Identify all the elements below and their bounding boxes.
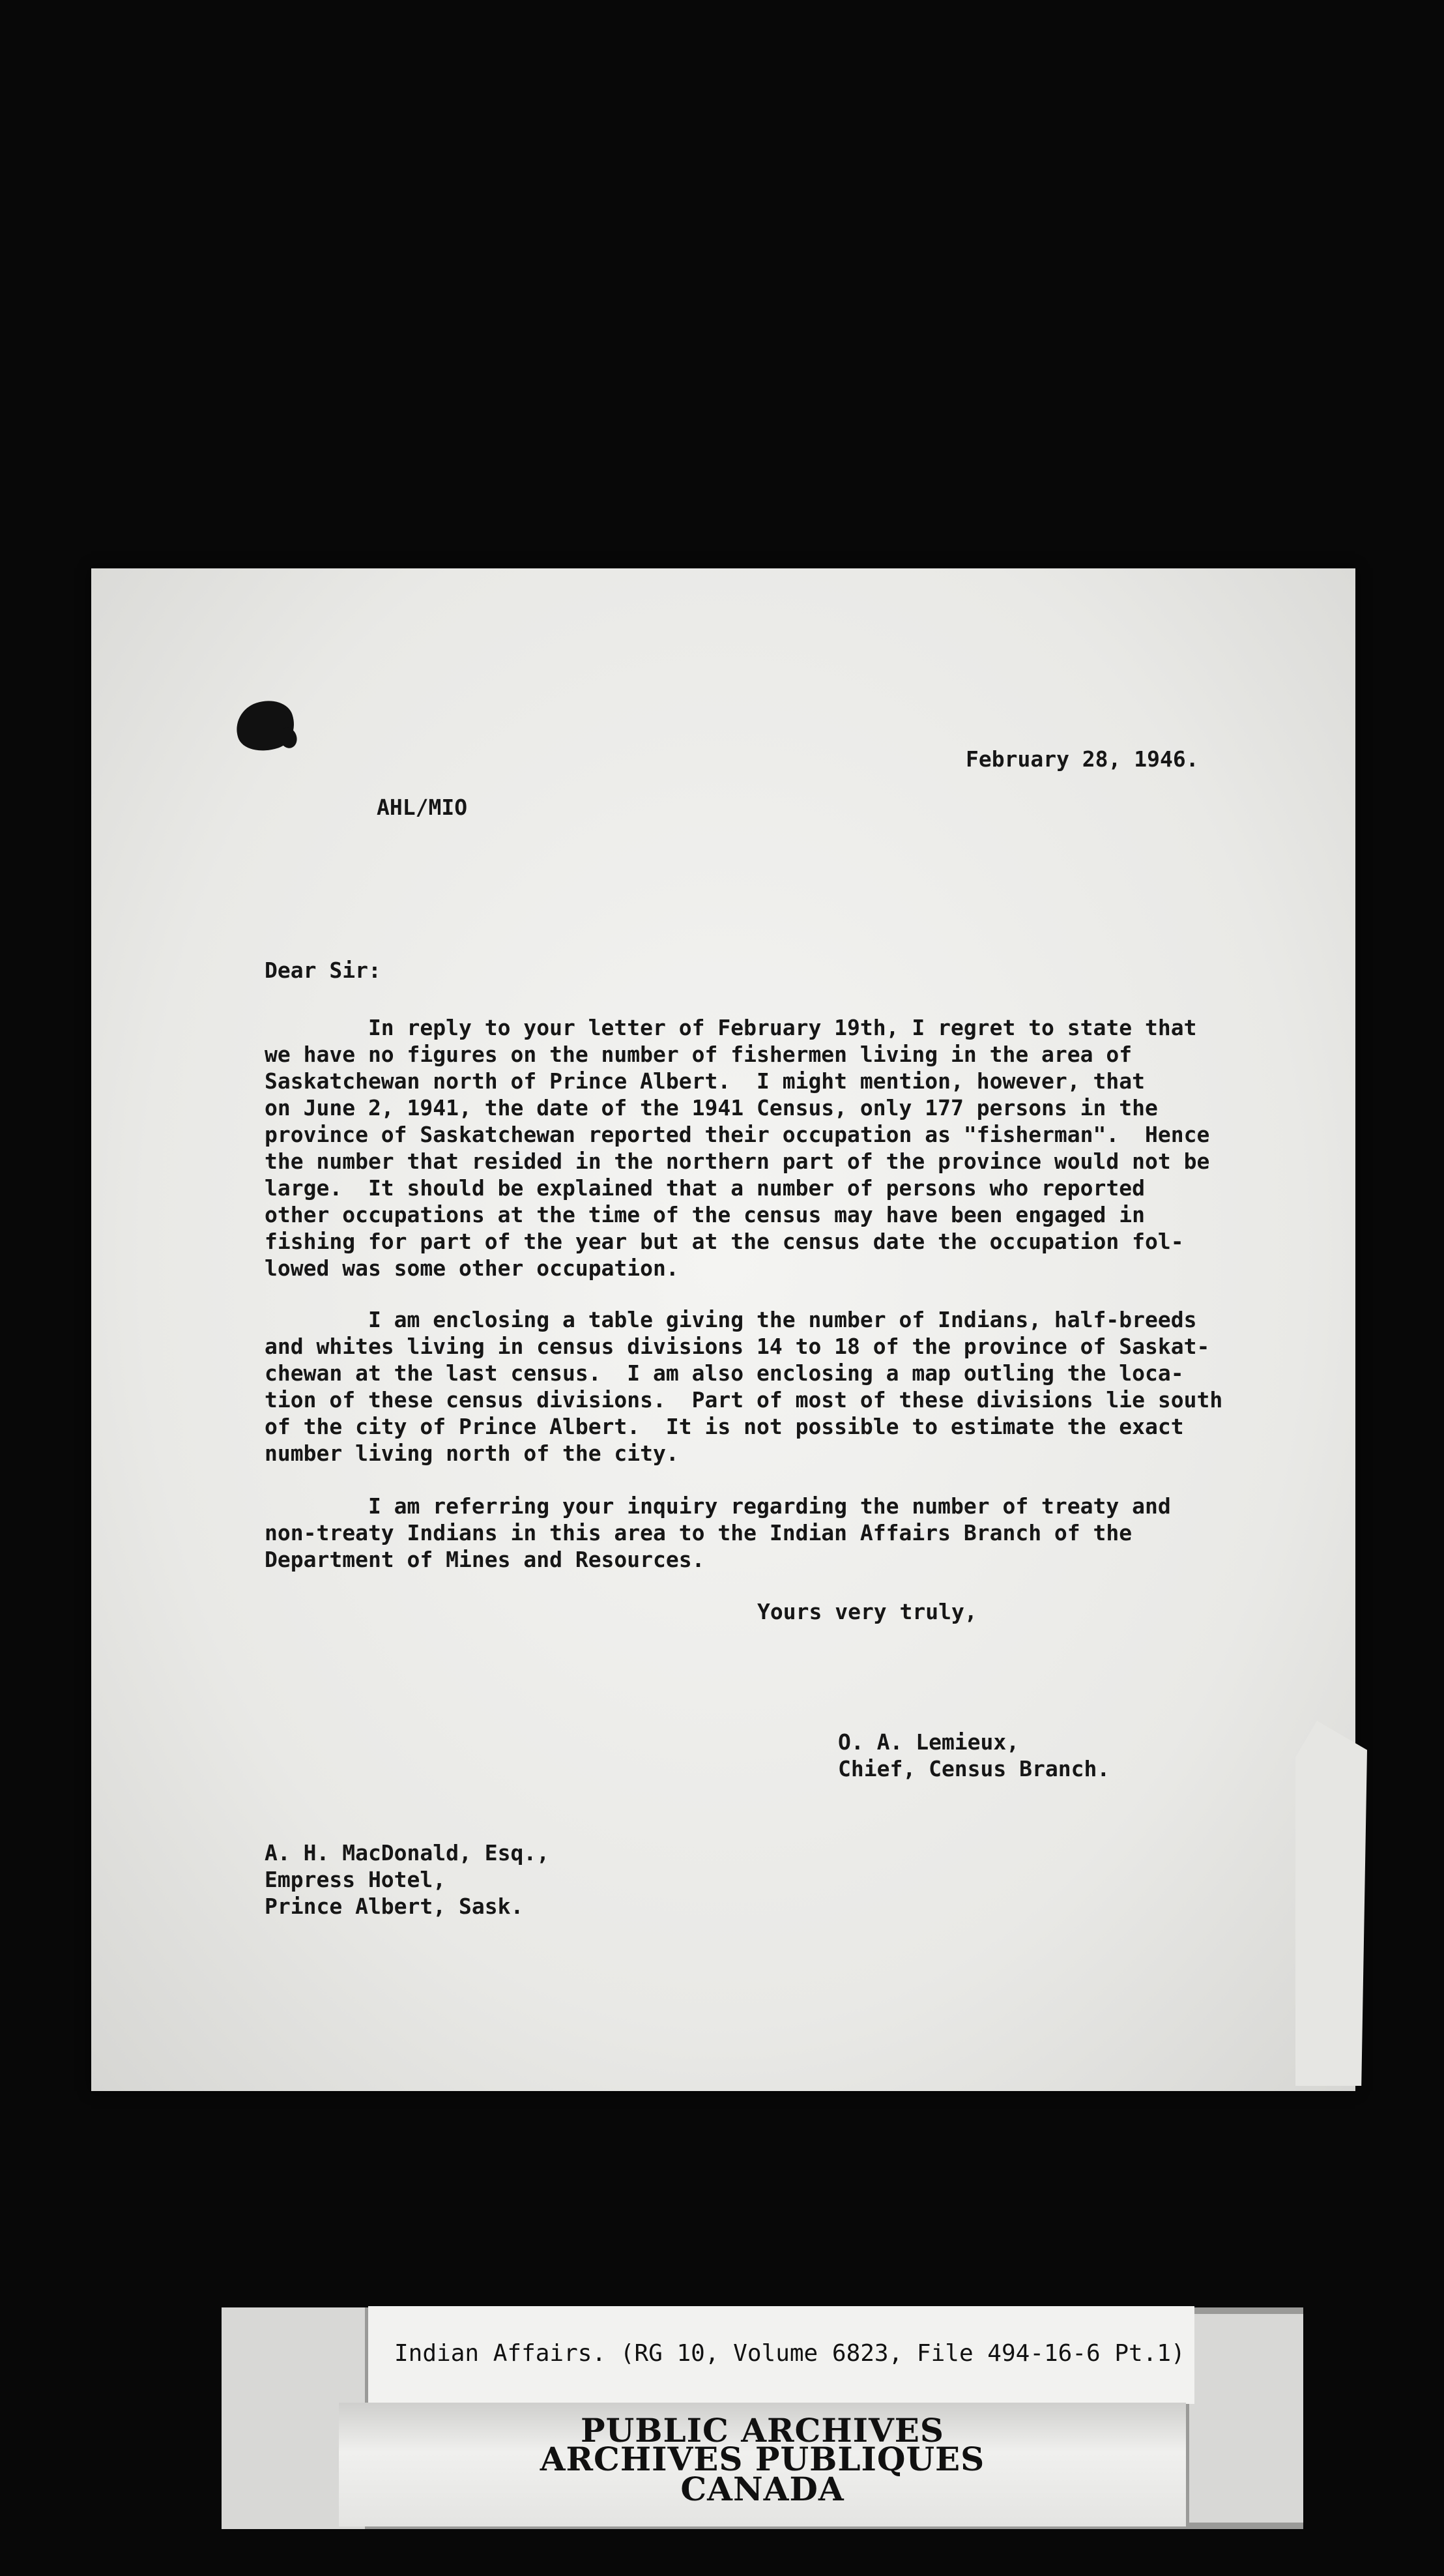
letter-date: February 28, 1946.	[966, 746, 1199, 772]
stamp-line-canada: CANADA	[680, 2470, 845, 2508]
body-paragraph-3: I am referring your inquiry regarding the number of treaty and non-treaty Indians in this area to the Indian Affairs Branch of the Department of Mines and Resources.	[265, 1493, 1171, 1572]
body-paragraph-1: In reply to your letter of February 19th, I regret to state that we have no figures on the number of fishermen living in the area of Saskatchewan north of Prince Albert. I might mention, however, that on June 2, 1941, the date of the 1941 Census, only 177 persons in the province of Saskatchewan reported their occupation as "fisherman". Hence the number that resided in the northern part of the province would not be large. It should be explained that a number of persons who reported other occupations at the time of the census may have been engaged in fishing for part of the year but at the census date the occupation fol- lowed was some other occupation.	[265, 1015, 1210, 1281]
archive-reference-text: Indian Affairs. (RG 10, Volume 6823, File 494-16-6 Pt.1)	[394, 2340, 1185, 2367]
salutation: Dear Sir:	[265, 958, 381, 983]
torn-paper-edge	[1295, 1721, 1367, 2086]
reference-initials: AHL/MIO	[377, 795, 468, 820]
body-paragraph-2: I am enclosing a table giving the number of Indians, half-breeds and whites living in census divisions 14 to 18 of the province of Saskat- chewan at the last census. I am also enclosing a map outling the loca- tion of these census divisions. Part of most of these divisions lie south of the city of Prince Albert. It is not possible to estimate the exact number living north of the city.	[265, 1307, 1223, 1466]
stamp-line-public-archives: PUBLIC ARCHIVES	[581, 2411, 944, 2450]
label-strip-right-tab	[1189, 2314, 1303, 2523]
archive-reference-card	[368, 2306, 1194, 2404]
public-archives-stamp	[339, 2403, 1186, 2526]
stamp-line-archives-publiques: ARCHIVES PUBLIQUES	[540, 2440, 985, 2478]
signature-block: O. A. Lemieux, Chief, Census Branch.	[838, 1729, 1110, 1781]
complimentary-closing: Yours very truly,	[757, 1599, 977, 1624]
recipient-address: A. H. MacDonald, Esq., Empress Hotel, Prince Albert, Sask.	[265, 1840, 550, 1919]
